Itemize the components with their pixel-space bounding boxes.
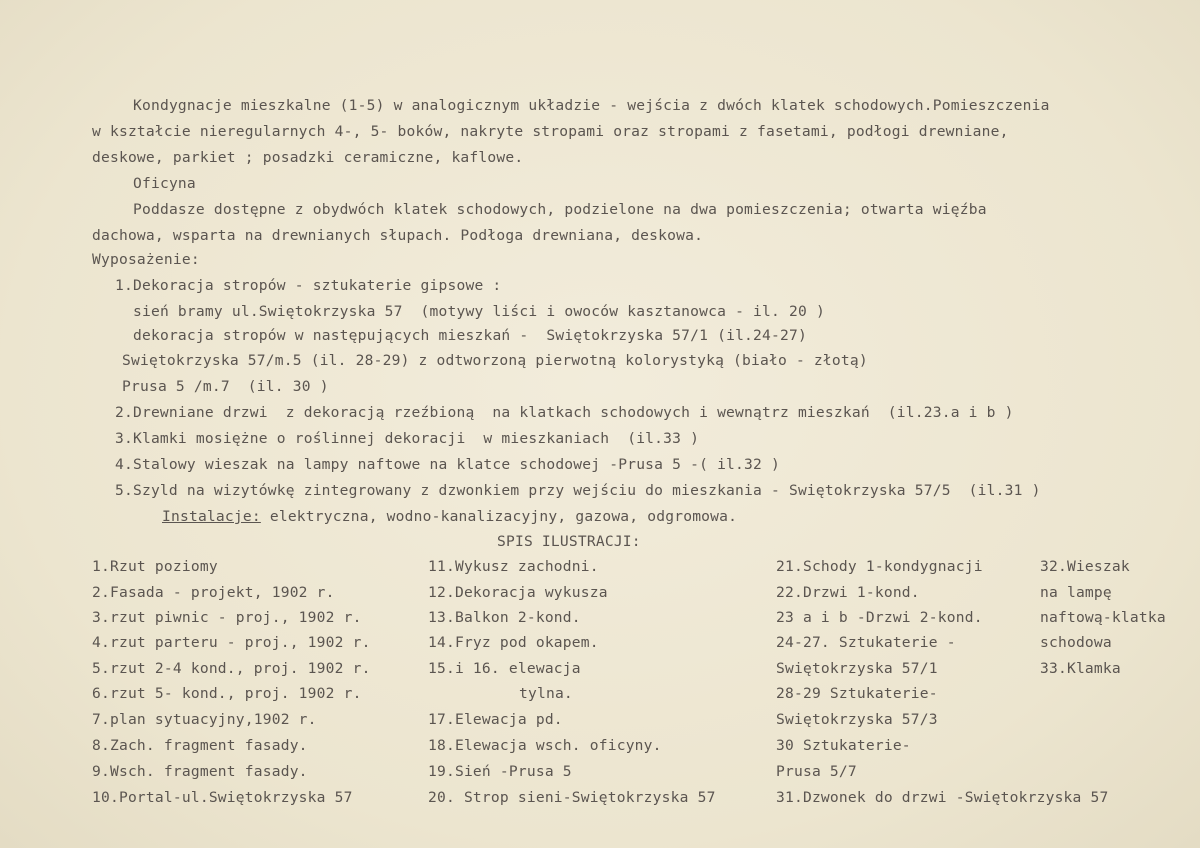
toc-col2-item: 17.Elewacja pd.: [428, 711, 563, 728]
installations-text: elektryczna, wodno-kanalizacyjny, gazowa, odgromowa.: [260, 508, 738, 525]
toc-col1-item: 9.Wsch. fragment fasady.: [92, 763, 308, 780]
toc-col2-item: 18.Elewacja wsch. oficyny.: [428, 737, 662, 754]
toc-col4-item: na lampę: [1040, 584, 1112, 601]
toc-col3-item: 22.Drzwi 1-kond.: [776, 584, 920, 601]
toc-col3-item: 23 a i b -Drzwi 2-kond.: [776, 609, 983, 626]
toc-col3-item: 21.Schody 1-kondygnacji: [776, 558, 983, 575]
toc-col2-item: 11.Wykusz zachodni.: [428, 558, 599, 575]
toc-col1-item: 3.rzut piwnic - proj., 1902 r.: [92, 609, 362, 626]
toc-title: SPIS ILUSTRACJI:: [497, 533, 641, 550]
toc-col3-item: Swiętokrzyska 57/3: [776, 711, 938, 728]
toc-col2-item: 20. Strop sieni-Swiętokrzyska 57: [428, 789, 716, 806]
toc-col3-item: 24-27. Sztukaterie -: [776, 634, 956, 651]
toc-col1-item: 1.Rzut poziomy: [92, 558, 218, 575]
list-item-5: 5.Szyld na wizytówkę zintegrowany z dzwonkiem przy wejściu do mieszkania - Swiętokrzyska 57/5 (il.31 ): [115, 482, 1041, 499]
installations-line: [162, 508, 737, 526]
list-item-4: 4.Stalowy wieszak na lampy naftowe na klatce schodowej -Prusa 5 -( il.32 ): [115, 456, 780, 473]
list-subitem-2: dekoracja stropów w następujących mieszkań - Swiętokrzyska 57/1 (il.24-27): [133, 327, 807, 344]
section-heading-wyposazenie: Wyposażenie:: [92, 251, 200, 268]
body-line-6: dachowa, wsparta na drewnianych słupach. Podłoga drewniana, deskowa.: [92, 227, 704, 244]
toc-col1-item: 10.Portal-ul.Swiętokrzyska 57: [92, 789, 353, 806]
toc-col3-item: 30 Sztukaterie-: [776, 737, 911, 754]
toc-col2-item: 14.Fryz pod okapem.: [428, 634, 599, 651]
body-line-3: deskowe, parkiet ; posadzki ceramiczne, kaflowe.: [92, 149, 524, 166]
toc-col1-item: 8.Zach. fragment fasady.: [92, 737, 308, 754]
toc-col4-item: schodowa: [1040, 634, 1112, 651]
toc-col1-item: 7.plan sytuacyjny,1902 r.: [92, 711, 317, 728]
list-subitem-4: Prusa 5 /m.7 (il. 30 ): [122, 378, 329, 395]
toc-col3-item: 31.Dzwonek do drzwi -Swiętokrzyska 57: [776, 789, 1109, 806]
list-subitem-1: sień bramy ul.Swiętokrzyska 57 (motywy liści i owoców kasztanowca - il. 20 ): [133, 303, 825, 320]
body-line-2: w kształcie nieregularnych 4-, 5- boków, nakryte stropami oraz stropami z fasetami, podłogi drewniane,: [92, 123, 1009, 140]
list-item-3: 3.Klamki mosiężne o roślinnej dekoracji w mieszkaniach (il.33 ): [115, 430, 700, 447]
section-heading-oficyna: Oficyna: [133, 175, 196, 192]
toc-col3-item: Swiętokrzyska 57/1: [776, 660, 938, 677]
toc-col1-item: 5.rzut 2-4 kond., proj. 1902 r.: [92, 660, 371, 677]
toc-col2-item: 12.Dekoracja wykusza: [428, 584, 608, 601]
list-item-1: 1.Dekoracja stropów - sztukaterie gipsowe :: [115, 277, 502, 294]
toc-col1-item: 6.rzut 5- kond., proj. 1902 r.: [92, 685, 362, 702]
toc-col4-item: 32.Wieszak: [1040, 558, 1130, 575]
toc-col1-item: 4.rzut parteru - proj., 1902 r.: [92, 634, 371, 651]
toc-col2-item: 15.i 16. elewacja: [428, 660, 581, 677]
toc-col4-item: 33.Klamka: [1040, 660, 1121, 677]
toc-col1-item: 2.Fasada - projekt, 1902 r.: [92, 584, 335, 601]
toc-col2-item: tylna.: [519, 685, 573, 702]
toc-col3-item: 28-29 Sztukaterie-: [776, 685, 938, 702]
toc-col4-item: naftową-klatka: [1040, 609, 1166, 626]
body-line-5: Poddasze dostępne z obydwóch klatek schodowych, podzielone na dwa pomieszczenia; otwarta więźba: [133, 201, 987, 218]
body-line-1: Kondygnacje mieszkalne (1-5) w analogicznym układzie - wejścia z dwóch klatek schodowych.Pomieszczenia: [133, 97, 1050, 114]
toc-col3-item: Prusa 5/7: [776, 763, 857, 780]
installations-label: Instalacje:: [162, 508, 261, 525]
list-subitem-3: Swiętokrzyska 57/m.5 (il. 28-29) z odtworzoną pierwotną kolorystyką (biało - złotą): [122, 352, 868, 369]
toc-col2-item: 13.Balkon 2-kond.: [428, 609, 581, 626]
toc-col2-item: 19.Sień -Prusa 5: [428, 763, 572, 780]
list-item-2: 2.Drewniane drzwi z dekoracją rzeźbioną na klatkach schodowych i wewnątrz mieszkań (il.23.a i b ): [115, 404, 1014, 421]
